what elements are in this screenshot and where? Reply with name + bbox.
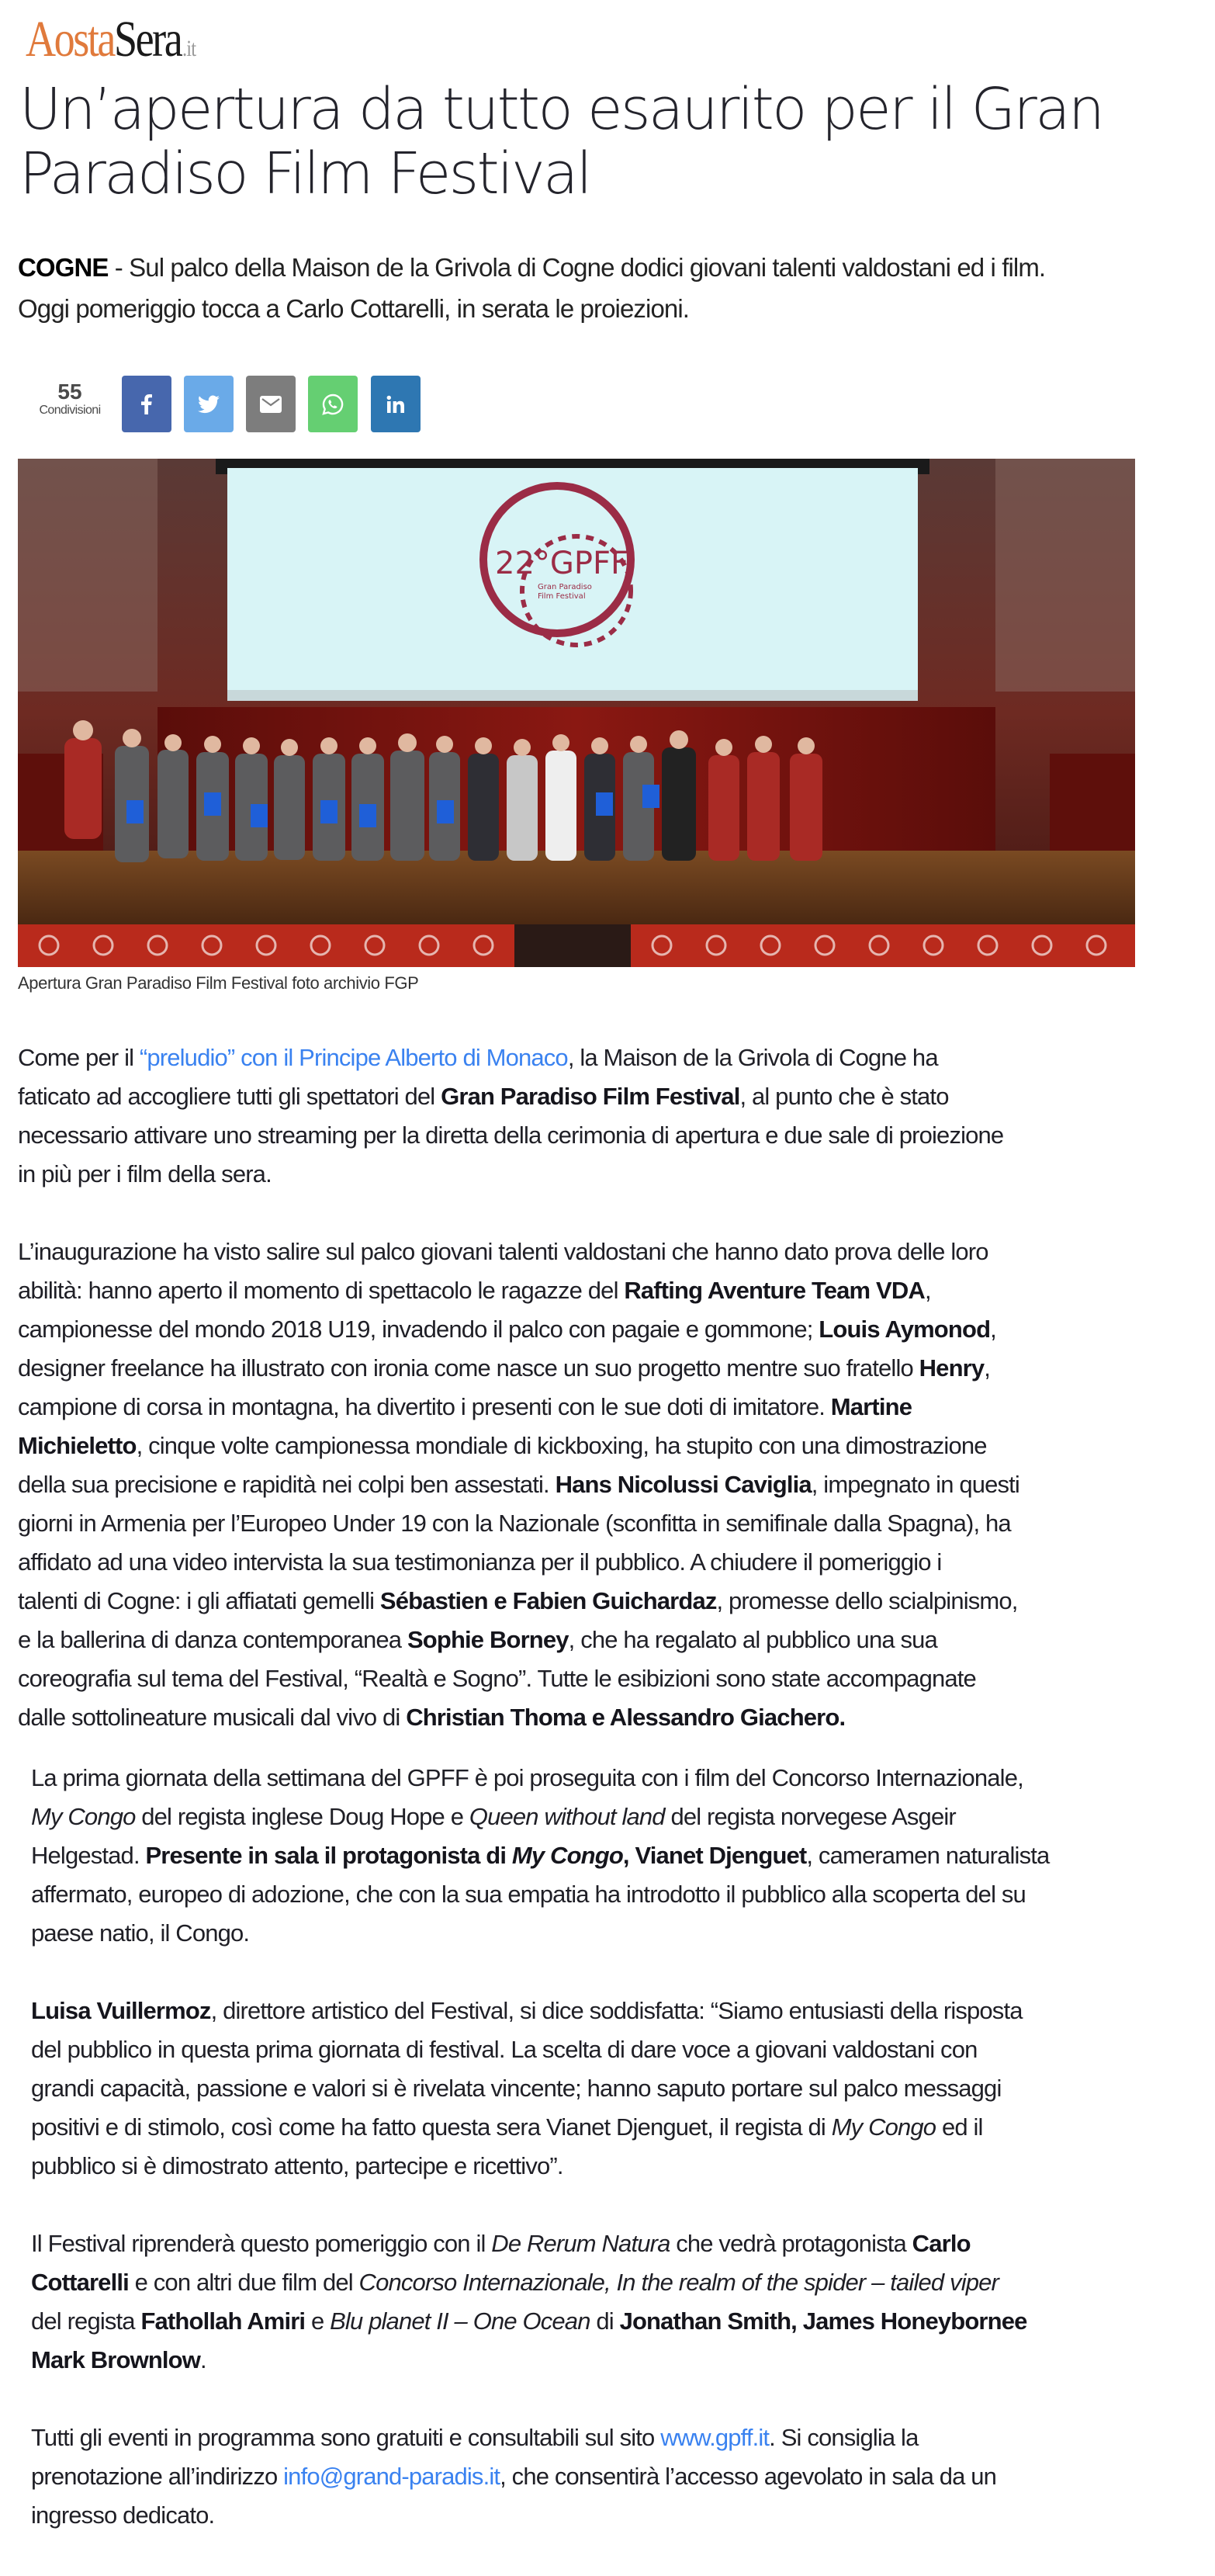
italic-title: De Rerum Natura (491, 2230, 670, 2257)
text-line (31, 1836, 1195, 1875)
text-run: campionesse del mondo 2018 U19, invadendo il palco con pagaie e gommone; (18, 1316, 819, 1343)
article-body-section-1 (18, 1038, 1182, 1776)
text-run: L’inaugurazione ha visto salire sul palco giovani talenti valdostani che hanno dato prova delle loro (18, 1238, 988, 1265)
text-run: paese natio, il Congo. (31, 1919, 250, 1947)
bold-text: Presente in sala il protagonista di (145, 1842, 512, 1869)
text-line (31, 1992, 1195, 2030)
share-counter (31, 380, 109, 418)
text-run: Tutti gli eventi in programma sono gratuiti e consultabili sul sito (31, 2424, 661, 2451)
text-run: positivi e di stimolo, così come ha fatto questa sera Vianet Djenguet, il regista di (31, 2113, 832, 2141)
intro-text: - Sul palco della Maison de la Grivola di Cogne dodici giovani talenti valdostani ed i film. (108, 253, 1046, 282)
logo-part-sera: Sera (113, 11, 182, 68)
text-line (18, 1233, 1182, 1271)
dateline: COGNE (18, 253, 109, 282)
text-run: grandi capacità, passione e valori si è rivelata vincente; hanno saputo portare sul palco messaggi (31, 2075, 1002, 2102)
share-twitter-button[interactable] (184, 376, 234, 432)
text-line (18, 1465, 1182, 1504)
text-line (18, 1659, 1182, 1698)
text-line (31, 2108, 1195, 2147)
article-paragraph (18, 1233, 1182, 1737)
share-count-label: Condivisioni (39, 404, 101, 417)
text-run: Helgestad. (31, 1842, 146, 1869)
text-run: , al punto che è stato (739, 1083, 949, 1110)
text-line (31, 2302, 1195, 2341)
text-line (18, 1116, 1182, 1155)
text-run: in più per i film della sera. (18, 1160, 272, 1187)
text-run: necessario attivare uno streaming per la diretta della cerimonia di apertura e due sale di proiezione (18, 1122, 1004, 1149)
text-line (31, 2224, 1195, 2263)
article-photo (18, 459, 1135, 967)
italic-title: My Congo (831, 2113, 936, 2141)
text-line (18, 1310, 1182, 1349)
linkedin-icon (386, 395, 405, 414)
text-run: ed il (936, 2113, 983, 2141)
text-line (18, 1698, 1182, 1737)
article-paragraph (31, 2418, 1195, 2535)
text-run: coreografia sul tema del Festival, “Realtà e Sogno”. Tutte le esibizioni sono state accompagnate (18, 1665, 976, 1692)
text-line (18, 1621, 1182, 1659)
bold-text: Louis Aymonod (819, 1316, 991, 1343)
share-linkedin-button[interactable] (371, 376, 421, 432)
text-run: abilità: hanno aperto il momento di spettacolo le ragazze del (18, 1277, 625, 1304)
text-run: e (305, 2307, 331, 2335)
headline-line: Un’apertura da tutto esaurito per il Gran (19, 76, 1103, 143)
text-run: e la ballerina di danza contemporanea (18, 1626, 407, 1653)
photo-caption: Apertura Gran Paradiso Film Festival foto archivio FGP (18, 973, 419, 993)
bold-text: Rafting Aventure Team VDA (624, 1277, 925, 1304)
text-run: prenotazione all’indirizzo (31, 2463, 284, 2490)
article-intro (18, 247, 1197, 329)
article-paragraph (31, 2224, 1195, 2380)
inline-link[interactable]: info@grand-paradis.it (283, 2463, 500, 2490)
logo-part-aosta: Aosta (26, 11, 114, 68)
text-line (18, 1388, 1182, 1427)
text-run: che vedrà protagonista (670, 2230, 912, 2257)
bold-text: Martine (830, 1393, 912, 1420)
text-line (31, 2457, 1195, 2496)
share-count: 55 (57, 380, 82, 404)
text-run: , promesse dello scialpinismo, (716, 1587, 1018, 1614)
svg-text:Gran Paradiso: Gran Paradiso (538, 583, 592, 591)
share-email-button[interactable] (246, 376, 296, 432)
italic-title: Queen without land (469, 1803, 665, 1830)
text-run: della sua precisione e rapidità nei colpi ben assestati. (18, 1471, 556, 1498)
text-line (18, 1504, 1182, 1543)
logo-part-tld: .it (182, 36, 196, 61)
text-run: , (990, 1316, 996, 1343)
text-line (18, 1543, 1182, 1582)
headline-line: Paradiso Film Festival (19, 140, 590, 207)
article-headline (19, 78, 1168, 206)
bold-text: Henry (919, 1354, 985, 1382)
intro-line: Oggi pomeriggio tocca a Carlo Cottarelli, in serata le proiezioni. (18, 294, 690, 323)
text-run: , (924, 1277, 931, 1304)
text-line (18, 1427, 1182, 1465)
text-run: . Si consiglia la (769, 2424, 919, 2451)
article-paragraph (18, 1038, 1182, 1194)
bold-text: My Congo (511, 1842, 623, 1869)
text-run: , che consentirà l’accesso agevolato in sala da un (500, 2463, 997, 2490)
text-run: Come per il (18, 1044, 140, 1071)
bold-text: Christian Thoma e Alessandro Giachero. (406, 1704, 846, 1731)
text-run: , impegnato in questi (811, 1471, 1019, 1498)
text-line (31, 1875, 1195, 1914)
text-run: del regista inglese Doug Hope e (135, 1803, 469, 1830)
festival-stage-photo (18, 459, 1135, 967)
text-line (31, 1914, 1195, 1953)
text-run: di (590, 2307, 620, 2335)
text-run: faticato ad accogliere tutti gli spettatori del (18, 1083, 441, 1110)
text-run: , cameramen naturalista (806, 1842, 1050, 1869)
text-run: La prima giornata della settimana del GPFF è poi proseguita con i film del Concorso Internazionale, (31, 1764, 1023, 1791)
twitter-icon (198, 395, 220, 414)
text-run: campione di corsa in montagna, ha divertito i presenti con le sue doti di imitatore. (18, 1393, 831, 1420)
italic-title: Concorso Internazionale, In the realm of the spider – tailed viper (358, 2269, 999, 2296)
text-run: , (984, 1354, 991, 1382)
text-run: , la Maison de la Grivola di Cogne ha (567, 1044, 938, 1071)
bold-text: Sophie Borney (407, 1626, 569, 1653)
svg-text:Film Festival: Film Festival (538, 592, 586, 601)
text-run: , che ha regalato al pubblico una sua (568, 1626, 937, 1653)
text-line (31, 2030, 1195, 2069)
text-run: , cinque volte campionessa mondiale di kickboxing, ha stupito con una dimostrazione (136, 1432, 987, 1459)
text-run: designer freelance ha illustrato con ironia come nasce un suo progetto mentre suo fratello (18, 1354, 919, 1382)
inline-link[interactable]: “preludio” con il Principe Alberto di Monaco (139, 1044, 568, 1071)
text-run: Il Festival riprenderà questo pomeriggio con il (31, 2230, 492, 2257)
text-run: dalle sottolineature musicali dal vivo di (18, 1704, 407, 1731)
text-run: affidato ad una video intervista la sua testimonianza per il pubblico. A chiudere il pomeriggio i (18, 1548, 942, 1576)
text-run: ingresso dedicato. (31, 2501, 215, 2529)
share-facebook-button[interactable] (122, 376, 171, 432)
text-run: giorni in Armenia per l’Europeo Under 19 con la Nazionale (sconfitta in semifinale dalla Spagna), ha (18, 1510, 1011, 1537)
text-line (18, 1582, 1182, 1621)
text-run: affermato, europeo di adozione, che con la sua empatia ha introdotto il pubblico alla scoperta del su (31, 1881, 1026, 1908)
text-run: talenti di Cogne: i gli affiatati gemelli (18, 1587, 380, 1614)
text-run: . (200, 2346, 206, 2373)
text-line (31, 2147, 1195, 2186)
bold-text: Mark Brownlow (31, 2346, 201, 2373)
text-line (31, 2418, 1195, 2457)
article-paragraph (31, 1992, 1195, 2186)
text-line (18, 1271, 1182, 1310)
text-run: del pubblico in questa prima giornata di festival. La scelta di dare voce a giovani valdostani con (31, 2036, 978, 2063)
bold-text: Carlo (912, 2230, 971, 2257)
text-line (18, 1038, 1182, 1077)
text-run: e con altri due film del (128, 2269, 359, 2296)
text-run: del regista (31, 2307, 141, 2335)
text-line (31, 2341, 1195, 2380)
bold-text: Luisa Vuillermoz (31, 1997, 211, 2024)
bold-text: Gran Paradiso Film Festival (441, 1083, 740, 1110)
bold-text: Sébastien e Fabien Guichardaz (379, 1587, 717, 1614)
bold-text: Fathollah Amiri (140, 2307, 306, 2335)
bold-text: Hans Nicolussi Caviglia (555, 1471, 812, 1498)
text-line (31, 2263, 1195, 2302)
inline-link[interactable]: www.gpff.it (660, 2424, 770, 2451)
bold-text: , Vianet Djenguet (622, 1842, 807, 1869)
text-line (18, 1155, 1182, 1194)
facebook-icon (141, 394, 152, 414)
bold-text: Jonathan Smith, James Honeybornee (619, 2307, 1027, 2335)
italic-title: My Congo (31, 1803, 136, 1830)
text-line (18, 1077, 1182, 1116)
whatsapp-icon (321, 393, 344, 416)
text-line (31, 2069, 1195, 2108)
article-body-section-2 (31, 1759, 1195, 2574)
text-run: del regista norvegese Asgeir (664, 1803, 956, 1830)
bold-text: Michieletto (18, 1432, 137, 1459)
text-run: pubblico si è dimostrato attento, partecipe e ricettivo”. (31, 2152, 563, 2179)
bold-text: Cottarelli (31, 2269, 129, 2296)
intro-line (18, 247, 1197, 288)
share-whatsapp-button[interactable] (308, 376, 358, 432)
screen-logo-text: 22°GPFF (495, 546, 629, 581)
mail-icon (260, 396, 282, 413)
text-line (18, 1349, 1182, 1388)
article-paragraph (31, 1759, 1195, 1953)
text-run: , direttore artistico del Festival, si dice soddisfatta: “Siamo entusiasti della risposta (210, 1997, 1023, 2024)
text-line (31, 2496, 1195, 2535)
text-line (31, 1798, 1195, 1836)
text-line (31, 1759, 1195, 1798)
italic-title: Blu planet II – One Ocean (330, 2307, 590, 2335)
site-logo[interactable] (26, 11, 196, 68)
